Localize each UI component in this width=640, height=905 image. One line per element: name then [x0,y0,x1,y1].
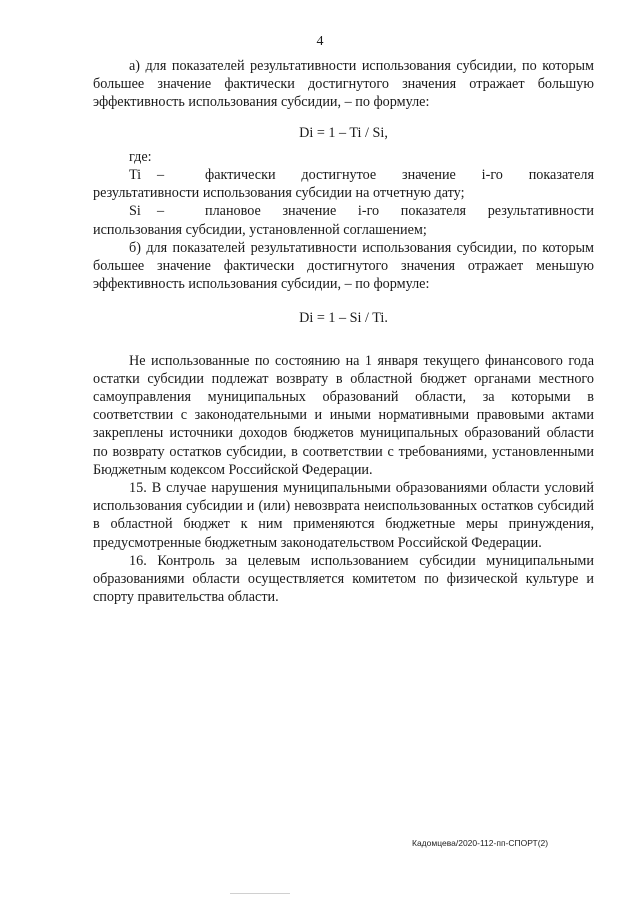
paragraph-15: 15. В случае нарушения муниципальными образованиями области условий использования субсидии и (или) невозврата неиспользованных остатков субсидий в областной бюджет к ним применяются бюджетные меры принуждения, предусмотренные бюджетным законодательством Российской Федерации. [93,480,594,551]
paragraph-unused-balances: Не использованные по состоянию на 1 января текущего финансового года остатки субсидии подлежат возврату в областной бюджет органами местного самоуправления муниципальных образований области, за которыми в соответствии с законодательными и иными нормативными правовыми актами закреплены источники доходов бюджетов муниципальных образований области по возврату остатков субсидии, в соответствии с требованиями, установленными Бюджетным кодексом Российской Федерации. [93,352,594,478]
document-code-footer: Кадомцева/2020-112-пп-СПОРТ(2) [412,838,549,848]
formula-2: Di = 1 – Si / Ti. [299,310,388,327]
si-dash: – [157,203,165,220]
ti-dash: – [157,167,165,184]
definition-si [93,202,594,238]
ti-text: фактически достигнутое значение i-го показателя результативности использования субсидии на отчетную дату; [93,167,594,202]
si-text: плановое значение i-го показателя результативности использования субсидии, установленной соглашением; [93,203,594,238]
definition-ti [93,166,594,202]
si-term: Si [129,203,141,220]
formula-1: Di = 1 – Ti / Si, [299,124,388,141]
paragraph-16: 16. Контроль за целевым использованием субсидии муниципальными образованиями области осуществляется комитетом по физической культуре и спорту правительства области. [93,552,594,606]
page-number: 4 [316,34,324,49]
paragraph-b: б) для показателей результативности использования субсидии, по которым большее значение фактически достигнутого значения отражает меньшую эффективность использования субсидии, – по формуле: [93,239,594,293]
ti-term: Ti [129,167,142,184]
where-label: где: [129,148,152,165]
scan-artifact-line [230,893,290,894]
paragraph-a: а) для показателей результативности использования субсидии, по которым большее значение фактически достигнутого значения отражает большую эффективность использования субсидии, – по формуле: [93,58,594,111]
document-body [93,57,594,606]
